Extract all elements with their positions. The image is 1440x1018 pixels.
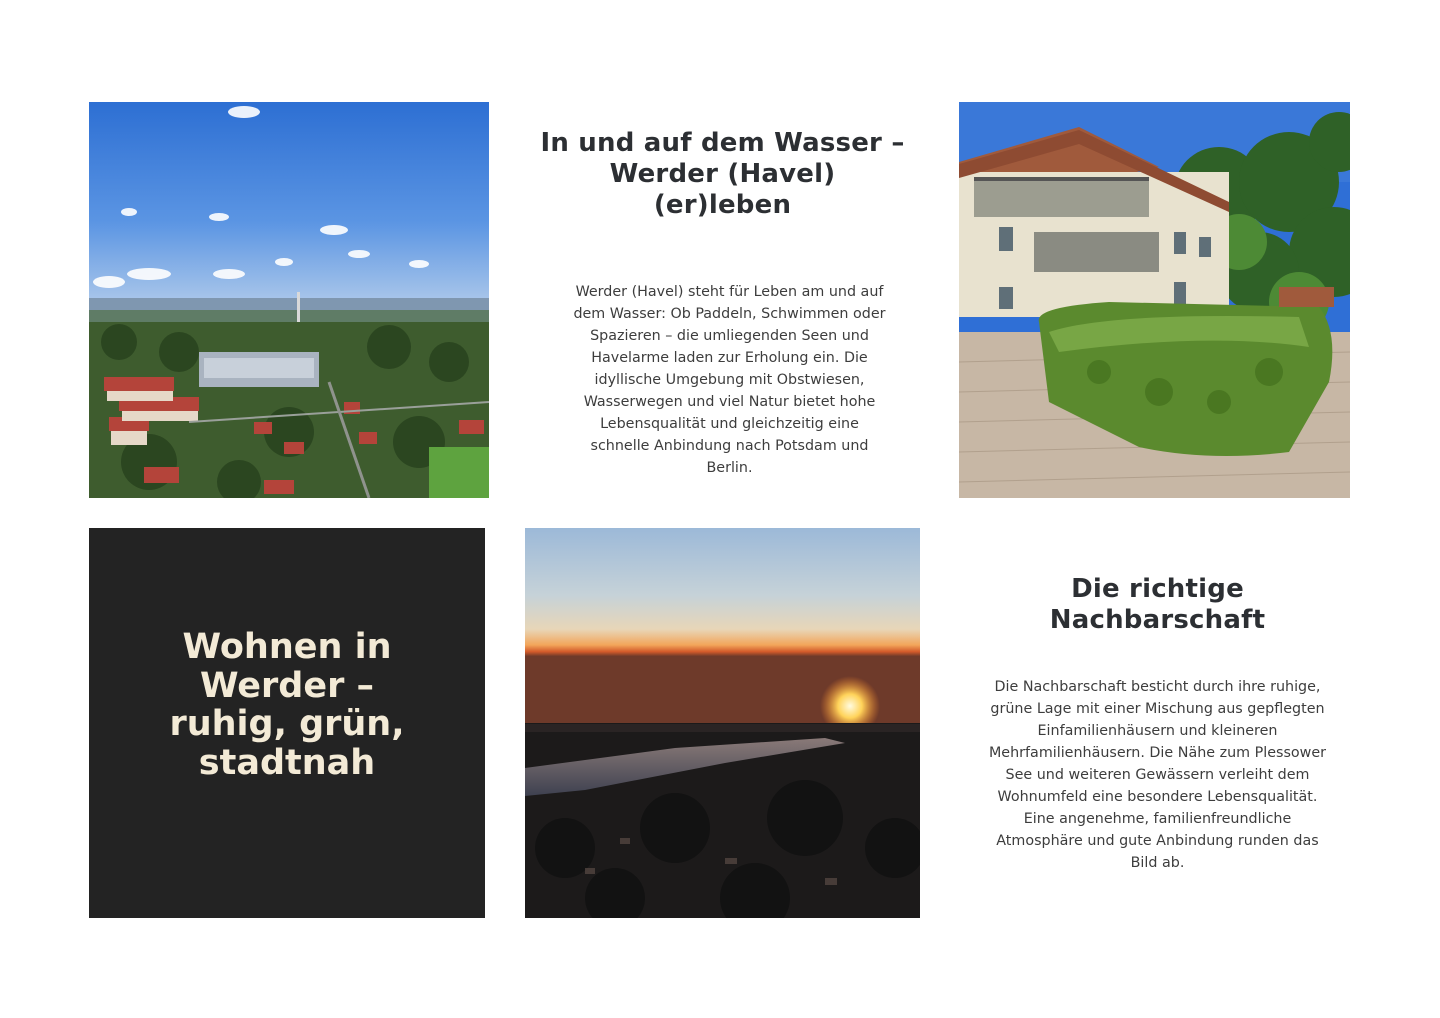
aerial-town-photo (89, 102, 489, 498)
neighborhood-heading: Die richtige Nachbarschaft (1049, 574, 1266, 635)
neighborhood-body-text: Die Nachbarschaft besticht durch ihre ruhige, grüne Lage mit einer Mischung aus gepflegten Einfamilienhäusern und kleineren Mehrfamilienhäusern. Die Nähe zum Plessower See und weiteren Gewässern verleiht dem Wohnumfeld eine besondere Lebensqualität. Eine angenehme, familienfreundliche Atmosphäre und gute Anbindung runden das Bild ab. (988, 679, 1327, 871)
dark-tile-heading: Wohnen in Werder – ruhig, grün, stadtnah (169, 627, 405, 783)
water-section (540, 128, 905, 479)
water-body-text: Werder (Havel) steht für Leben am und auf dem Wasser: Ob Paddeln, Schwimmen oder Spazieren – die umliegenden Seen und Havelarme laden zur Erholung ein. Die idyllische Umgebung mit Obstwiesen, Wasserwegen und viel Natur bietet hohe Lebensqualität und gleichzeitig eine schnelle Anbindung nach Potsdam und Berlin. (573, 284, 886, 476)
neighborhood-section (985, 574, 1330, 874)
apartment-house-photo (959, 102, 1350, 498)
dark-heading-tile (89, 528, 485, 918)
sunset-lake-photo (525, 528, 920, 918)
water-heading: In und auf dem Wasser – Werder (Havel) (er)leben (540, 128, 905, 220)
